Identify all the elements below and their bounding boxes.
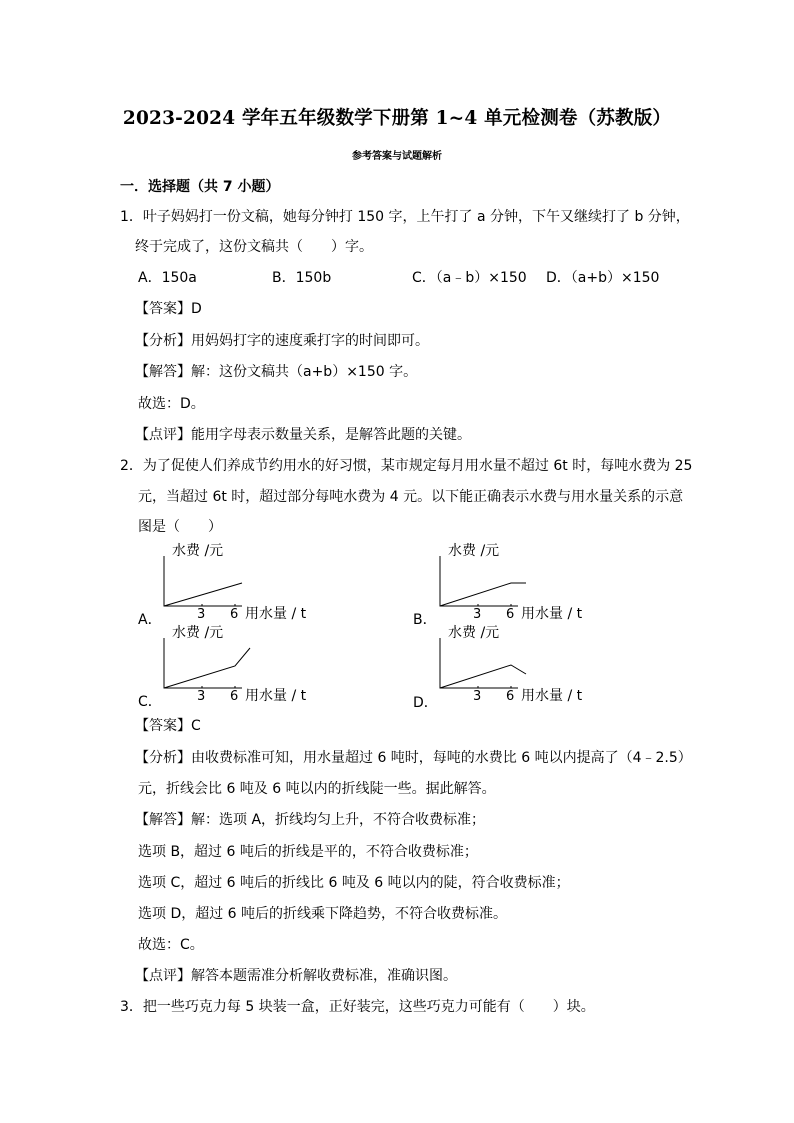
page-subtitle: 参考答案与试题解析 bbox=[352, 151, 442, 162]
chart-d-tick-3: 3 bbox=[473, 689, 482, 704]
q1-option-b: B．150b bbox=[272, 270, 332, 286]
q1-comment: 【点评】能用字母表示数量关系，是解答此题的关键。 bbox=[135, 427, 471, 443]
q1-analysis: 【分析】用妈妈打字的速度乘打字的时间即可。 bbox=[135, 333, 429, 349]
chart-b-tick-3: 3 bbox=[473, 607, 482, 622]
q2-analysis-line1: 【分析】由收费标准可知，用水量超过 6 吨时，每吨的水费比 6 吨以内提高了（4﹣2.5） bbox=[135, 750, 692, 766]
chart-b-label: B． bbox=[413, 612, 437, 628]
chart-a-ylabel: 水费 /元 bbox=[172, 543, 224, 559]
q1-solution: 【解答】解：这份文稿共（a+b）×150 字。 bbox=[135, 364, 418, 380]
q2-answer: 【答案】C bbox=[135, 718, 201, 734]
q2-solution-line4: 选项 D，超过 6 吨后的折线乘下降趋势，不符合收费标准。 bbox=[138, 906, 508, 922]
q2-text-line3: 图是（ ） bbox=[138, 519, 222, 535]
chart-a-label: A． bbox=[138, 612, 162, 628]
section-heading: 一．选择题（共 7 小题） bbox=[120, 179, 280, 195]
q1-text-line1: 1．叶子妈妈打一份文稿，她每分钟打 150 字，上午打了 a 分钟，下午又继续打了 b 分钟， bbox=[120, 209, 690, 225]
chart-c-label: C． bbox=[138, 694, 162, 710]
q1-text-line2: 终于完成了，这份文稿共（ ）字。 bbox=[135, 239, 373, 255]
chart-c-tick-3: 3 bbox=[197, 689, 206, 704]
q2-solution-line3: 选项 C，超过 6 吨后的折线比 6 吨及 6 吨以内的陡，符合收费标准； bbox=[138, 875, 570, 891]
chart-a-tick-3: 3 bbox=[197, 607, 206, 622]
chart-a-tick-6: 6 bbox=[230, 607, 239, 622]
page-title: 2023-2024 学年五年级数学下册第 1~4 单元检测卷（苏教版） bbox=[122, 108, 672, 129]
q2-analysis-line2: 元，折线会比 6 吨及 6 吨以内的折线陡一些。据此解答。 bbox=[138, 781, 496, 797]
q2-comment: 【点评】解答本题需准分析解收费标准，准确识图。 bbox=[135, 968, 457, 984]
q2-solution-line1: 【解答】解：选项 A，折线均匀上升，不符合收费标准； bbox=[135, 812, 486, 828]
q3-text-line1: 3．把一些巧克力每 5 块装一盒，正好装完，这些巧克力可能有（ ）块。 bbox=[120, 999, 595, 1015]
chart-b-ylabel: 水费 /元 bbox=[448, 543, 500, 559]
chart-b-xlabel: 用水量 / t bbox=[521, 606, 583, 622]
q1-answer: 【答案】D bbox=[135, 301, 202, 317]
q2-text-line2: 元，当超过 6t 时，超过部分每吨水费为 4 元。以下能正确表示水费与用水量关系的示意 bbox=[138, 489, 684, 505]
chart-b-tick-6: 6 bbox=[506, 607, 515, 622]
chart-c-xlabel: 用水量 / t bbox=[245, 688, 307, 704]
q1-option-a: A．150a bbox=[138, 270, 197, 286]
q2-text-line1: 2．为了促使人们养成节约用水的好习惯，某市规定每月用水量不超过 6t 时，每吨水费为 25 bbox=[120, 458, 693, 474]
q2-solution-line2: 选项 B，超过 6 吨后的折线是平的，不符合收费标准； bbox=[138, 844, 478, 860]
chart-c-ylabel: 水费 /元 bbox=[172, 625, 224, 641]
chart-d-label: D． bbox=[413, 695, 438, 711]
q2-choose: 故选：C。 bbox=[138, 937, 204, 953]
chart-c-tick-6: 6 bbox=[230, 689, 239, 704]
q1-choose: 故选：D。 bbox=[138, 396, 205, 412]
chart-d-tick-6: 6 bbox=[506, 689, 515, 704]
chart-a-xlabel: 用水量 / t bbox=[245, 606, 307, 622]
chart-d-xlabel: 用水量 / t bbox=[521, 688, 583, 704]
chart-d-ylabel: 水费 /元 bbox=[448, 625, 500, 641]
q1-option-d: D．（a+b）×150 bbox=[546, 270, 660, 286]
q1-option-c: C．（a﹣b）×150 bbox=[412, 270, 527, 286]
